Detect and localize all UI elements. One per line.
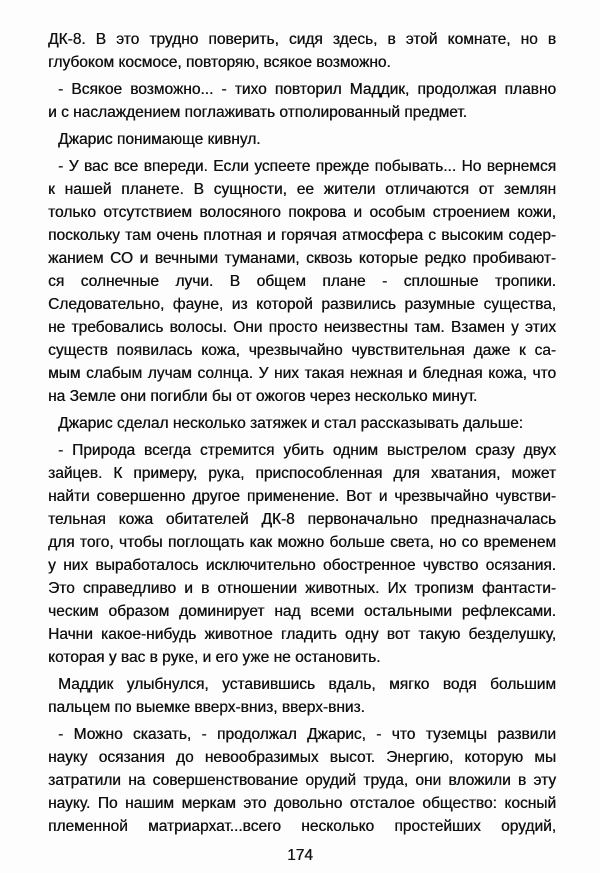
text-line: зайцев. К примеру, рука, приспособленная для хватания, может — [48, 465, 556, 482]
text-line: поскольку там очень плотная и горячая атмосфера с высоким содер- — [48, 227, 556, 244]
text-line: пальцем по выемке вверх-вниз, вверх-вниз. — [48, 699, 365, 716]
text-line: племенной матриархат...всего несколько простейших орудий, — [48, 818, 556, 835]
paragraph — [48, 723, 556, 838]
page-body-text — [48, 28, 556, 838]
text-line: Начни какое-нибудь животное гладить одну вот такую безделушку, — [48, 626, 556, 643]
paragraph — [48, 155, 556, 408]
text-line: - Природа всегда стремится убить одним выстрелом сразу двух — [58, 442, 556, 459]
text-line: к нашей планете. В сущности, ее жители отличаются от землян — [48, 181, 556, 198]
paragraph — [48, 439, 556, 669]
text-line: ся солнечные лучи. В общем плане - сплошные тропики. — [48, 273, 556, 290]
text-line: существ появилась кожа, чрезвычайно чувствительная даже к са- — [48, 342, 556, 359]
text-line: ДК-8. В это трудно поверить, сидя здесь, в этой комнате, но в — [48, 31, 556, 48]
text-line: глубоком космосе, повторяю, всякое возможно. — [48, 54, 391, 71]
text-line: тельная кожа обитателей ДК-8 первоначально предназначалась — [48, 511, 556, 528]
text-line: только отсутствием волосяного покрова и особым строением кожи, — [48, 204, 556, 221]
text-line: Джарис сделал несколько затяжек и стал рассказывать дальше: — [58, 415, 523, 432]
text-line: - У вас все впереди. Если успеете прежде побывать... Но вернемся — [58, 158, 556, 175]
paragraph — [48, 28, 556, 74]
text-line: затратили на совершенствование орудий труда, они вложили в эту — [48, 772, 556, 789]
text-line: мым слабым лучам солнца. У них такая нежная и бледная кожа, что — [48, 365, 556, 382]
text-line: Это справедливо и в отношении животных. Их тропизм фантасти- — [48, 580, 556, 597]
text-line: не требовались волосы. Они просто неизвестны там. Взамен у этих — [48, 319, 556, 336]
text-line: - Всякое возможно... - тихо повторил Маддик, продолжая плавно — [58, 81, 556, 98]
text-line: найти совершенно другое применение. Вот и чрезвычайно чувстви- — [48, 488, 556, 505]
page-number: 174 — [287, 847, 313, 864]
text-line: ческим образом доминирует над всеми остальными рефлексами. — [48, 603, 556, 620]
paragraph — [48, 673, 556, 719]
text-line: жанием СО и вечными туманами, сквозь которые редко пробивают- — [48, 250, 556, 267]
paragraph — [48, 78, 556, 124]
text-line: на Земле они погибли бы от ожогов через несколько минут. — [48, 388, 478, 405]
text-line: - Можно сказать, - продолжал Джарис, - что туземцы развили — [58, 726, 556, 743]
text-line: для того, чтобы поглощать как можно больше света, но со временем — [48, 534, 556, 551]
text-line: и с наслаждением поглаживать отполированный предмет. — [48, 104, 467, 121]
text-line: науку. По нашим меркам это довольно отсталое общество: косный — [48, 795, 556, 812]
text-line: науку осязания до невообразимых высот. Энергию, которую мы — [48, 749, 556, 766]
text-line: Джарис понимающе кивнул. — [58, 131, 261, 148]
text-line: Следовательно, фауне, из которой развились разумные существа, — [48, 296, 556, 313]
text-line: у них выработалось исключительно обостренное чувство осязания. — [48, 557, 556, 574]
text-line: которая у вас в руке, и его уже не остановить. — [48, 649, 381, 666]
paragraph — [48, 412, 556, 435]
text-line: Маддик улыбнулся, уставившись вдаль, мягко водя большим — [58, 676, 556, 693]
paragraph — [48, 128, 556, 151]
